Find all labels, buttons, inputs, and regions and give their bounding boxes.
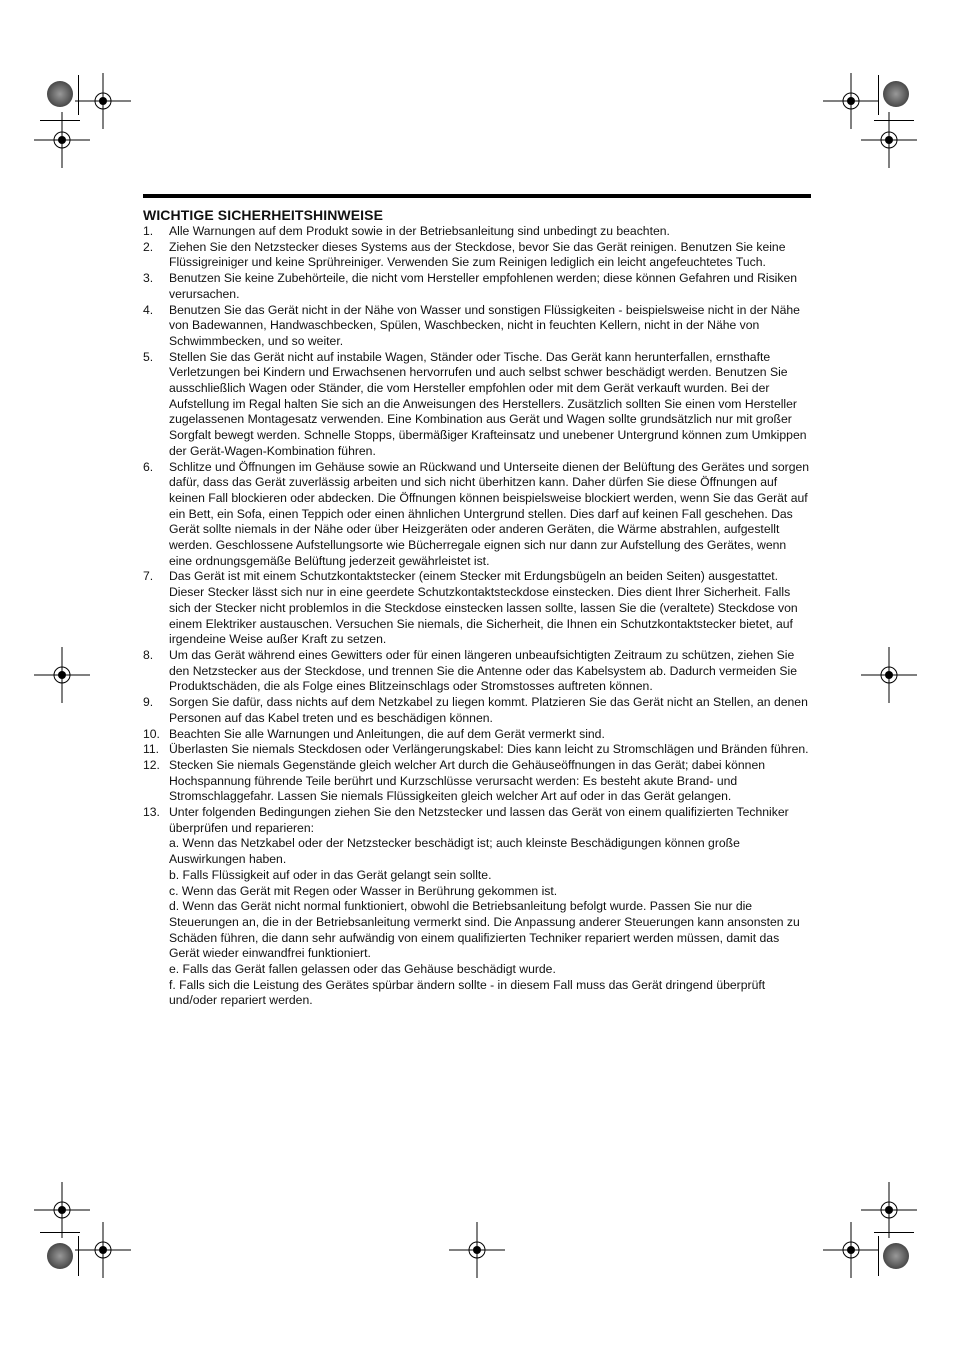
list-item (143, 224, 811, 240)
item-text: Ziehen Sie den Netzstecker dieses Systems aus der Steckdose, bevor Sie das Gerät reinigen. Benutzen Sie keine Flüssigreiniger und keine Sprühreiniger. Verwenden Sie zum Reinigen lediglich ein leicht angefeuchtetes Tuch. (169, 239, 786, 270)
safety-instructions (143, 194, 811, 1009)
crosshair-target-icon (823, 1222, 879, 1278)
item-text: Benutzen Sie das Gerät nicht in der Nähe von Wasser und sonstigen Flüssigkeiten - beispielsweise nicht in der Nähe von Badewannen, Handwaschbecken, Spülen, Waschbecken, nicht in feuchten Kellern, nicht in der Nähe von Schwimmbecken, und so weiter. (169, 302, 800, 348)
item-number: 4. (143, 302, 154, 317)
item-number: 7. (143, 569, 154, 584)
crosshair-target-icon (861, 647, 917, 703)
item-text: Beachten Sie alle Warnungen und Anleitungen, die auf dem Gerät vermerkt sind. (169, 726, 605, 741)
item-text: Schlitze und Öffnungen im Gehäuse sowie an Rückwand und Unterseite dienen der Belüftung des Gerätes und sorgen dafür, dass das Gerät zuverlässig arbeiten und sich nicht überhitzen kann. Daher dürfen Sie diese Öffnungen auf keinen Fall blockieren oder abdecken. Die Öffnungen können beispielsweise blockiert werden, wenn Sie das Gerät auf ein Bett, ein Sofa, einen Teppich oder einen ähnlichen Untergrund stellen. Dies darf auf keinen Fall geschehen. Das Gerät sollte niemals in der Nähe oder über Heizgeräten oder anderen Geräten, die Wärme abstrahlen, aufgestellt werden. Geschlossene Aufstellungsorte wie Bücherregale eignen sich nur dann zur Aufstellung des Gerätes, wenn eine ordnungsgemäße Belüftung jederzeit gewährleistet ist. (169, 459, 810, 568)
item-text: Um das Gerät während eines Gewitters oder für einen längeren unbeaufsichtigten Zeitraum zu schützen, ziehen Sie den Netzstecker aus der Steckdose, und trennen Sie die Antenne oder das Kabelsystem ab. Dadurch vermeiden Sie Produktschäden, die als Folge eines Blitzeinschlags oder Stromstosses auftreten können. (169, 647, 798, 694)
radial-disc-icon (883, 81, 909, 107)
instruction-list (143, 224, 811, 1009)
sub-item: d. Wenn das Gerät nicht normal funktioniert, obwohl die Betriebsanleitung befolgt wurde. Passen Sie nur die Steuerungen an, die in der Betriebsanleitung vermerkt sind. Die Anpassung anderer Steuerungen kann ansonsten zu Schäden führen, die dann sehr aufwändig von einem qualifizierten Techniker repariert werden müssen, damit das Gerät wieder einwandfrei funktioniert. (169, 899, 800, 961)
list-item (143, 569, 811, 648)
list-item (143, 695, 811, 726)
sub-item: f. Falls sich die Leistung des Gerätes spürbar ändern sollte - in diesem Fall muss das Gerät dringend überprüft und/oder repariert werden. (169, 977, 766, 1008)
sub-item: c. Wenn das Gerät mit Regen oder Wasser in Berührung gekommen ist. (169, 883, 558, 898)
crop-line (874, 120, 914, 121)
item-text: Stellen Sie das Gerät nicht auf instabile Wagen, Ständer oder Tische. Das Gerät kann herunterfallen, ernsthafte Verletzungen bei Kindern und Erwachsenen hervorrufen und auch selbst schwer beschädigt werden. Benutzen Sie ausschließlich Wagen oder Ständer, die vom Hersteller empfohlen oder mit dem Gerät verkauft wurden. Bei der Aufstellung im Regal halten Sie sich an die Anweisungen des Herstellers. Zusätzlich sollten Sie einen vom Hersteller zugelassenen Montagesatz verwenden. Eine Kombination aus Gerät und Wagen sollte grundsätzlich nur mit großer Sorgfalt bewegt werden. Schnelle Stopps, übermäßiger Krafteinsatz und unebener Untergrund können zum Umkippen der Gerät-Wagen-Kombination führen. (169, 349, 807, 458)
list-item (143, 271, 811, 302)
crop-line (874, 1232, 914, 1233)
crosshair-target-icon (34, 647, 90, 703)
item-number: 8. (143, 647, 154, 662)
radial-disc-icon (47, 1243, 73, 1269)
list-item (143, 742, 811, 758)
item-text: Stecken Sie niemals Gegenstände gleich welcher Art durch die Gehäuseöffnungen in das Gerät; dabei können Hochspannung führende Teile berührt und Kurzschlüsse verursacht werden: Es besteht akute Brand- und Stromschlaggefahr. Lassen Sie niemals Flüssigkeiten gleich welcher Art auf oder in das Gerät gelangen. (169, 757, 765, 804)
section-heading: WICHTIGE SICHERHEITSHINWEISE (143, 207, 384, 223)
item-number: 9. (143, 695, 154, 710)
item-text: Unter folgenden Bedingungen ziehen Sie den Netzstecker und lassen das Gerät von einem qualifizierten Techniker überprüfen und reparieren: (169, 805, 789, 835)
crop-line (40, 120, 80, 121)
item-number: 3. (143, 271, 154, 286)
list-item (143, 240, 811, 271)
item-number: 13. (143, 805, 160, 820)
item-text: Benutzen Sie keine Zubehörteile, die nicht vom Hersteller empfohlenen werden; diese können Gefahren und Risiken verursachen. (169, 271, 798, 301)
list-item (143, 727, 811, 743)
list-item (143, 460, 811, 570)
list-item (143, 303, 811, 350)
item-number: 2. (143, 239, 154, 254)
sub-item: e. Falls das Gerät fallen gelassen oder das Gehäuse beschädigt wurde. (169, 962, 556, 977)
item-number: 5. (143, 349, 154, 364)
sub-item: a. Wenn das Netzkabel oder der Netzstecker beschädigt ist; auch kleinste Beschädigungen können große Auswirkungen haben. (169, 836, 740, 867)
radial-disc-icon (47, 81, 73, 107)
list-item (143, 758, 811, 805)
crop-line (878, 1236, 879, 1276)
item-number: 10. (143, 726, 160, 741)
crosshair-target-icon (75, 1222, 131, 1278)
item-text: Alle Warnungen auf dem Produkt sowie in der Betriebsanleitung sind unbedingt zu beachten. (169, 224, 670, 238)
crop-line (40, 1232, 80, 1233)
item-number: 1. (143, 224, 154, 238)
crop-line (878, 75, 879, 115)
item-number: 6. (143, 459, 154, 474)
crop-line (78, 1236, 79, 1276)
item-text: Überlasten Sie niemals Steckdosen oder Verlängerungskabel: Dies kann leicht zu Stromschlägen und Bränden führen. (169, 742, 809, 757)
radial-disc-icon (883, 1243, 909, 1269)
sub-item: b. Falls Flüssigkeit auf oder in das Gerät gelangt sein sollte. (169, 867, 492, 882)
item-number: 12. (143, 757, 160, 772)
crosshair-target-icon (449, 1222, 505, 1278)
top-rule (143, 194, 811, 198)
list-item (143, 648, 811, 695)
item-text: Sorgen Sie dafür, dass nichts auf dem Netzkabel zu liegen kommt. Platzieren Sie das Gerät nicht an Stellen, an denen Personen auf das Kabel treten und es beschädigen können. (169, 695, 808, 725)
item-text: Das Gerät ist mit einem Schutzkontaktstecker (einem Stecker mit Erdungsbügeln an beiden Seiten) ausgestattet. Dieser Stecker lässt sich nur in eine geerdete Schutzkontaktsteckdose einstecken. Dies dient Ihrer Sicherheit. Falls sich der Stecker nicht problemlos in die Steckdose einstecken lassen sollte, lassen Sie die (veraltete) Steckdose von einem Elektriker austauschen. Versuchen Sie niemals, die Sicherheit, die Ihnen ein Schutzkontaktstecker bietet, auf irgendeine Weise außer Kraft zu setzen. (169, 569, 798, 647)
crop-line (78, 75, 79, 115)
item-number: 11. (143, 742, 160, 757)
list-item (143, 805, 811, 1009)
list-item (143, 350, 811, 460)
